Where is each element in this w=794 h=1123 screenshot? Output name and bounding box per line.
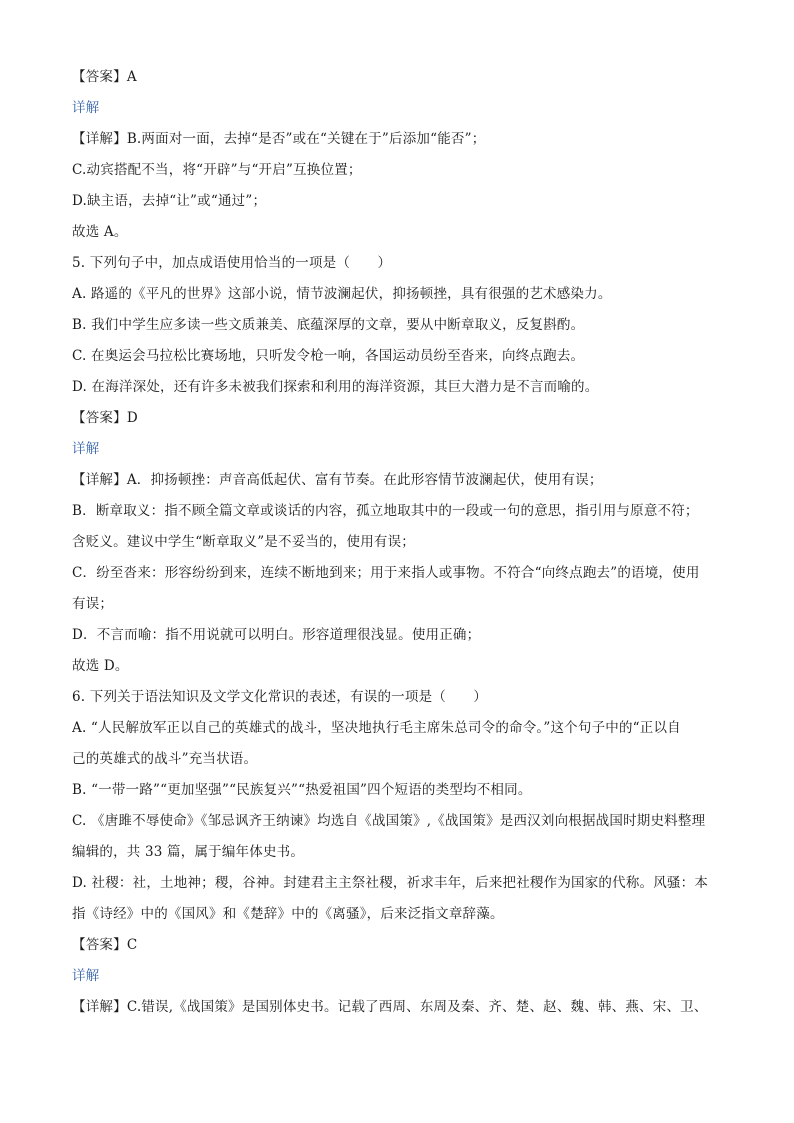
text-line: [72, 341, 724, 372]
label-tag: 【答案】: [72, 410, 127, 426]
line-text: 6. 下列关于语法知识及文学文化常识的表述，有误的一项是（ ）: [72, 689, 488, 705]
text-line: [72, 744, 724, 775]
line-text: C. 在奥运会马拉松比赛场地，只听发令枪一响，各国运动员纷至沓来，向终点跑去。: [72, 348, 585, 364]
text-line: [72, 837, 724, 868]
section-heading: [72, 961, 724, 992]
text-line: [72, 527, 724, 558]
line-text: B．断章取义：指不顾全篇文章或谈话的内容，孤立地取其中的一段或一句的意思，指引用与原意不符；: [72, 503, 699, 519]
line-text: A. “人民解放军正以自己的英雄式的战斗，坚决地执行毛主席朱总司令的命令。”这个句子中的“正以自: [72, 720, 681, 736]
line-text: B. 我们中学生应多读一些文质兼美、底蕴深厚的文章，要从中断章取义，反复斟酌。: [72, 317, 585, 333]
line-text: C.动宾搭配不当，将“开辟”与“开启”互换位置；: [72, 162, 362, 178]
label-tag: 【答案】: [72, 69, 127, 85]
line-text: D.缺主语，去掉“让”或“通过”；: [72, 193, 267, 209]
line-text: 含贬义。建议中学生“断章取义”是不妥当的，使用有误；: [72, 534, 416, 550]
section-heading: [72, 93, 724, 124]
line-text: 编辑的，共 33 篇，属于编年体史书。: [72, 844, 305, 860]
text-line: [72, 124, 724, 155]
text-line: [72, 62, 724, 93]
text-line: [72, 155, 724, 186]
text-line: [72, 868, 724, 899]
line-text: 详解: [72, 968, 100, 984]
text-line: [72, 620, 724, 651]
text-line: [72, 930, 724, 961]
line-text: B. “一带一路”“更加坚强”“民族复兴”“热爱祖国”四个短语的类型均不相同。: [72, 782, 532, 798]
text-line: [72, 279, 724, 310]
text-line: [72, 806, 724, 837]
line-text: 指《诗经》中的《国风》和《楚辞》中的《离骚》，后来泛指文章辞藻。: [72, 906, 504, 922]
line-text: 有误；: [72, 596, 114, 612]
text-line: [72, 992, 724, 1023]
section-heading: [72, 434, 724, 465]
text-line: [72, 558, 724, 589]
line-text: D．不言而喻：指不用说就可以明白。形容道理很浅显。使用正确；: [72, 627, 481, 643]
text-line: [72, 496, 724, 527]
text-line: [72, 713, 724, 744]
label-tag: 【详解】: [72, 131, 127, 147]
line-text: C．纷至沓来：形容纷纷到来，连续不断地到来；用于来指人或事物。不符合“向终点跑去”的语境，使用: [72, 565, 700, 581]
label-tag: 【详解】: [72, 472, 127, 488]
line-text: B.两面对一面，去掉“是否”或在“关键在于”后添加“能否”；: [126, 131, 486, 147]
text-line: [72, 186, 724, 217]
line-text: 故选 D。: [72, 658, 129, 674]
text-line: [72, 372, 724, 403]
text-line: [72, 248, 724, 279]
text-line: [72, 310, 724, 341]
line-text: 5. 下列句子中，加点成语使用恰当的一项是（ ）: [72, 255, 392, 271]
line-text: C.错误,《战国策》是国别体史书。记载了西周、东周及秦、齐、楚、赵、魏、韩、燕、宋、卫、: [126, 999, 708, 1015]
line-text: D. 在海洋深处，还有许多未被我们探索和利用的海洋资源，其巨大潜力是不言而喻的。: [72, 379, 599, 395]
line-text: D. 社稷：社，土地神；稷，谷神。封建君主主祭社稷，祈求丰年，后来把社稷作为国家的代称。风骚：本: [72, 875, 709, 891]
label-tag: 【详解】: [72, 999, 127, 1015]
line-text: A. 路遥的《平凡的世界》这部小说，情节波澜起伏，抑扬顿挫，具有很强的艺术感染力。: [72, 286, 612, 302]
text-line: [72, 651, 724, 682]
line-text: D: [126, 410, 138, 426]
text-line: [72, 465, 724, 496]
line-text: 详解: [72, 441, 100, 457]
line-text: 己的英雄式的战斗”充当状语。: [72, 751, 258, 767]
label-tag: 【答案】: [72, 937, 127, 953]
line-text: C. 《唐雎不辱使命》《邹忌讽齐王纳谏》均选自《战国策》,《战国策》是西汉刘向根据战国时期史料整理: [72, 813, 706, 829]
line-text: A: [126, 69, 137, 85]
text-line: [72, 775, 724, 806]
text-line: [72, 589, 724, 620]
text-line: [72, 217, 724, 248]
text-line: [72, 403, 724, 434]
line-text: 详解: [72, 100, 100, 116]
text-line: [72, 682, 724, 713]
line-text: C: [126, 937, 138, 953]
line-text: 故选 A。: [72, 224, 128, 240]
line-text: A．抑扬顿挫：声音高低起伏、富有节奏。在此形容情节波澜起伏，使用有误；: [126, 472, 603, 488]
text-line: [72, 899, 724, 930]
